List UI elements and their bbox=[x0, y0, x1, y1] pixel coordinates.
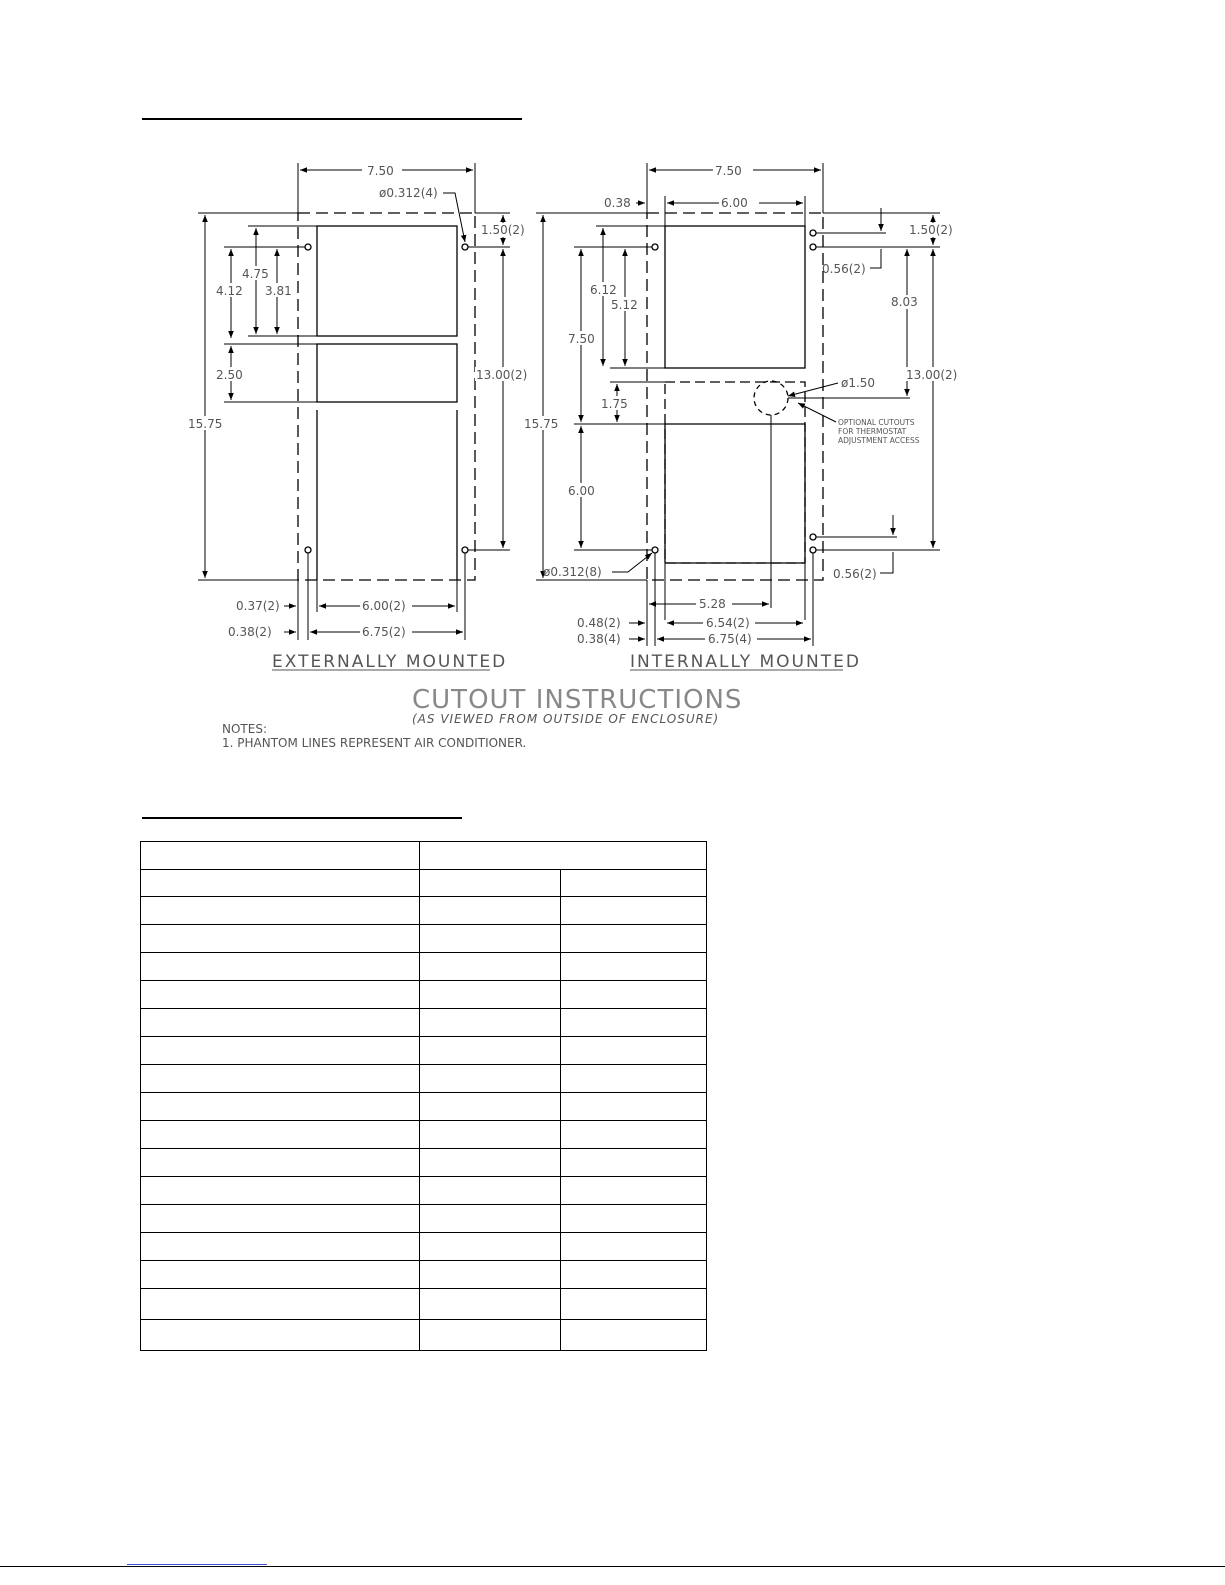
table-row bbox=[141, 1121, 707, 1149]
table-cell bbox=[420, 925, 561, 953]
svg-text:4.75: 4.75 bbox=[242, 267, 269, 281]
table-cell bbox=[561, 870, 707, 897]
table-cell bbox=[561, 1121, 707, 1149]
table-cell bbox=[141, 897, 420, 925]
svg-text:5.12: 5.12 bbox=[611, 298, 638, 312]
table-cell bbox=[141, 1233, 420, 1261]
svg-text:8.03: 8.03 bbox=[891, 295, 918, 309]
table-cell bbox=[141, 1320, 420, 1351]
table-cell bbox=[420, 1009, 561, 1037]
table-cell bbox=[141, 1177, 420, 1205]
svg-text:ø1.50: ø1.50 bbox=[841, 376, 876, 390]
svg-text:EXTERNALLY MOUNTED: EXTERNALLY MOUNTED bbox=[272, 652, 508, 672]
table-row bbox=[141, 925, 707, 953]
table-cell bbox=[561, 1320, 707, 1351]
svg-text:0.48(2): 0.48(2) bbox=[577, 616, 621, 630]
internal-labels bbox=[522, 163, 961, 672]
table-row bbox=[141, 953, 707, 981]
table-row bbox=[141, 1261, 707, 1289]
table-cell bbox=[420, 1149, 561, 1177]
note-1: 1. PHANTOM LINES REPRESENT AIR CONDITIONER. bbox=[222, 736, 527, 750]
table-cell bbox=[561, 897, 707, 925]
svg-text:2.50: 2.50 bbox=[216, 368, 243, 382]
svg-text:6.00(2): 6.00(2) bbox=[362, 599, 406, 613]
svg-text:ø0.312(8): ø0.312(8) bbox=[543, 565, 602, 579]
svg-text:15.75: 15.75 bbox=[524, 417, 559, 431]
drawing-subtitle: (AS VIEWED FROM OUTSIDE OF ENCLOSURE) bbox=[412, 712, 720, 726]
table-cell bbox=[141, 1205, 420, 1233]
svg-text:1.50(2): 1.50(2) bbox=[481, 223, 525, 237]
table-cell bbox=[561, 1149, 707, 1177]
table-cell bbox=[561, 981, 707, 1009]
svg-text:0.37(2): 0.37(2) bbox=[236, 599, 280, 613]
table-row bbox=[141, 1320, 707, 1351]
svg-text:0.56(2): 0.56(2) bbox=[833, 567, 877, 581]
svg-text:13.00(2): 13.00(2) bbox=[906, 368, 958, 382]
table-row bbox=[141, 897, 707, 925]
table-cell bbox=[420, 1261, 561, 1289]
svg-text:0.38(4): 0.38(4) bbox=[577, 632, 621, 646]
svg-text:6.54(2): 6.54(2) bbox=[706, 616, 750, 630]
table-cell bbox=[141, 1261, 420, 1289]
table-cell bbox=[141, 1093, 420, 1121]
table-cell bbox=[420, 1289, 561, 1320]
spec-table bbox=[140, 841, 707, 1351]
svg-text:6.00: 6.00 bbox=[568, 484, 595, 498]
notes-heading: NOTES: bbox=[222, 722, 267, 736]
svg-text:7.50: 7.50 bbox=[568, 332, 595, 346]
svg-text:0.38(2): 0.38(2) bbox=[228, 625, 272, 639]
table-cell bbox=[420, 842, 707, 870]
svg-text:6.12: 6.12 bbox=[590, 283, 617, 297]
svg-text:OPTIONAL CUTOUTS: OPTIONAL CUTOUTS bbox=[838, 418, 915, 427]
footer-rule bbox=[0, 1566, 1225, 1567]
table-cell bbox=[420, 1093, 561, 1121]
table-cell bbox=[420, 1320, 561, 1351]
table-cell bbox=[561, 1205, 707, 1233]
svg-text:5.28: 5.28 bbox=[699, 597, 726, 611]
table-cell bbox=[141, 1037, 420, 1065]
table-cell bbox=[141, 870, 420, 897]
external-labels bbox=[185, 163, 531, 672]
table-cell bbox=[561, 1065, 707, 1093]
table-cell bbox=[141, 1009, 420, 1037]
svg-text:3.81: 3.81 bbox=[265, 284, 292, 298]
table-row bbox=[141, 1009, 707, 1037]
table-row bbox=[141, 1205, 707, 1233]
table-cell bbox=[420, 1205, 561, 1233]
table-cell bbox=[420, 981, 561, 1009]
svg-text:1.50(2): 1.50(2) bbox=[909, 223, 953, 237]
svg-text:0.38: 0.38 bbox=[604, 196, 631, 210]
internal-panel bbox=[647, 213, 823, 580]
table-row bbox=[141, 1233, 707, 1261]
table-cell bbox=[141, 1289, 420, 1320]
table-cell bbox=[420, 953, 561, 981]
table-cell bbox=[561, 1233, 707, 1261]
table-row bbox=[141, 1093, 707, 1121]
table-cell bbox=[561, 925, 707, 953]
table-cell bbox=[420, 1177, 561, 1205]
table-cell bbox=[141, 925, 420, 953]
table-cell bbox=[420, 870, 561, 897]
section-heading-rule-table bbox=[142, 817, 462, 819]
svg-text:FOR THERMOSTAT: FOR THERMOSTAT bbox=[838, 427, 907, 436]
table-cell bbox=[561, 953, 707, 981]
cutout-drawing bbox=[0, 0, 1225, 780]
table-cell bbox=[141, 953, 420, 981]
svg-text:7.50: 7.50 bbox=[367, 164, 394, 178]
table-row bbox=[141, 842, 707, 870]
table-cell bbox=[561, 1093, 707, 1121]
table-row bbox=[141, 1149, 707, 1177]
table-row bbox=[141, 1289, 707, 1320]
external-panel bbox=[298, 213, 475, 580]
table-cell bbox=[420, 1065, 561, 1093]
table-cell bbox=[561, 1261, 707, 1289]
svg-text:7.50: 7.50 bbox=[715, 164, 742, 178]
table-cell bbox=[141, 1121, 420, 1149]
table-cell bbox=[141, 981, 420, 1009]
footer-link[interactable] bbox=[127, 1564, 267, 1565]
svg-text:13.00(2): 13.00(2) bbox=[476, 368, 528, 382]
table-row bbox=[141, 1177, 707, 1205]
drawing-title: CUTOUT INSTRUCTIONS bbox=[412, 685, 743, 715]
svg-text:0.56(2): 0.56(2) bbox=[822, 262, 866, 276]
svg-text:ø0.312(4): ø0.312(4) bbox=[379, 186, 438, 200]
table-cell bbox=[561, 1289, 707, 1320]
svg-text:6.75(4): 6.75(4) bbox=[708, 632, 752, 646]
svg-text:6.00: 6.00 bbox=[721, 196, 748, 210]
table-row bbox=[141, 981, 707, 1009]
table-cell bbox=[141, 1065, 420, 1093]
svg-text:INTERNALLY MOUNTED: INTERNALLY MOUNTED bbox=[630, 652, 861, 672]
table-cell bbox=[420, 1037, 561, 1065]
table-cell bbox=[561, 1037, 707, 1065]
table-cell bbox=[561, 1177, 707, 1205]
svg-text:4.12: 4.12 bbox=[216, 284, 243, 298]
table-cell bbox=[141, 842, 420, 870]
table-cell bbox=[420, 897, 561, 925]
table-cell bbox=[420, 1233, 561, 1261]
table-cell bbox=[420, 1121, 561, 1149]
svg-text:15.75: 15.75 bbox=[188, 417, 223, 431]
table-row bbox=[141, 1065, 707, 1093]
svg-text:6.75(2): 6.75(2) bbox=[362, 625, 406, 639]
svg-text:ADJUSTMENT ACCESS: ADJUSTMENT ACCESS bbox=[838, 436, 920, 445]
svg-text:1.75: 1.75 bbox=[601, 397, 628, 411]
table-cell bbox=[561, 1009, 707, 1037]
table-row bbox=[141, 1037, 707, 1065]
table-cell bbox=[141, 1149, 420, 1177]
table-row bbox=[141, 870, 707, 897]
